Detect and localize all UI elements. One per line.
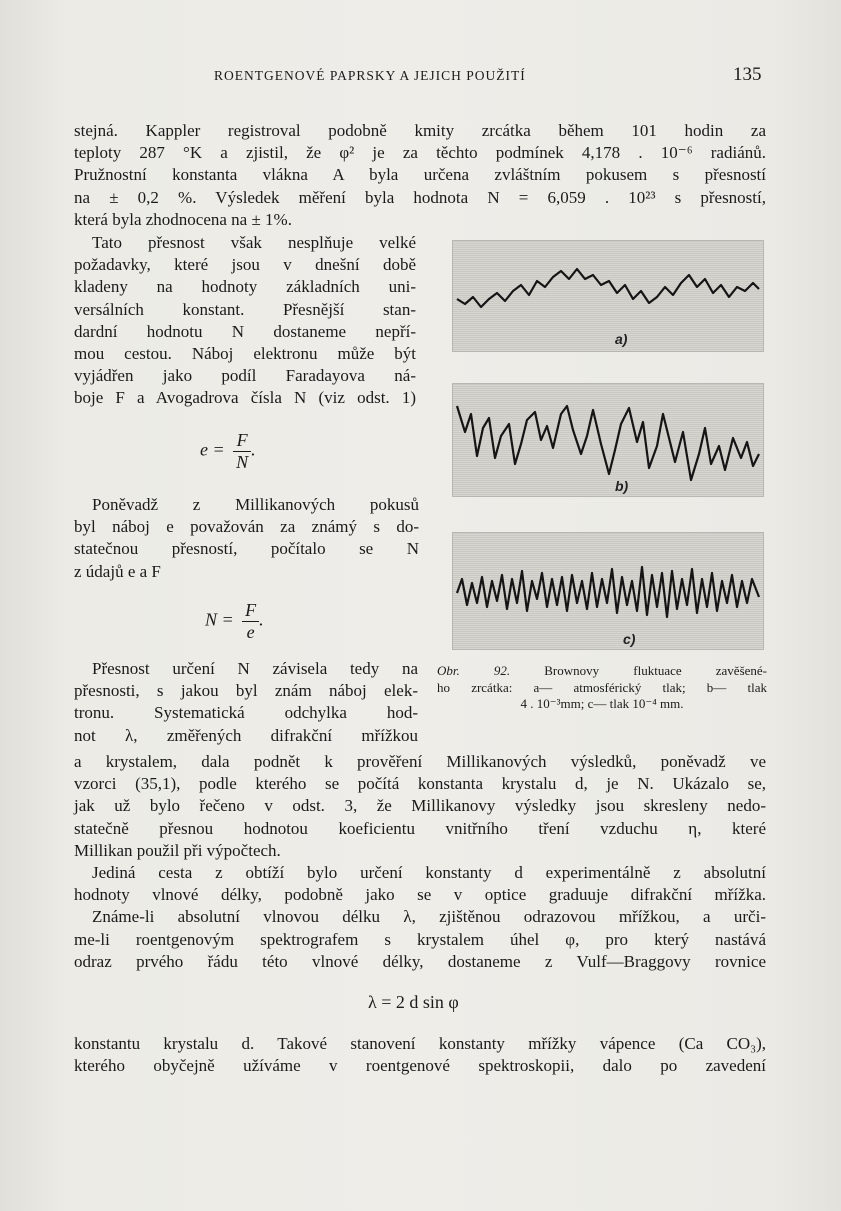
text-line: hodnoty vlnové délky, podobně jako se v optice graduuje difrakční mřížka. — [74, 885, 766, 905]
brownian-trace-c — [457, 567, 759, 617]
trace-c-svg — [453, 533, 763, 649]
paragraph-left-2 — [74, 494, 419, 583]
paragraph-last — [74, 1033, 766, 1077]
text-line: stejná. Kappler registroval podobně kmity zrcátka během 101 hodin za — [74, 121, 766, 140]
figure-label-b: b) — [615, 478, 629, 494]
caption-line-2: ho zrcátka: a— atmosférický tlak; b— tlak — [437, 679, 767, 695]
figure-caption — [437, 663, 767, 713]
text-line: konstantu krystalu d. Takové stanovení konstanty mřížky vápence (Ca CO₃), — [74, 1034, 766, 1053]
caption-line-1 — [437, 663, 767, 680]
figure-label-a: a) — [615, 331, 628, 347]
formula-n-equals-f-over-e — [205, 600, 264, 643]
text-line: Millikan použil při výpočtech. — [74, 840, 281, 860]
text-line: boje F a Avogadrova čísla N (viz odst. 1) — [74, 388, 416, 408]
paragraph-left-3 — [74, 658, 418, 747]
formula-e-equals-f-over-n — [200, 430, 256, 473]
formula-lhs: e = — [200, 439, 225, 460]
figure-panel-a — [452, 240, 764, 352]
text-line: Pružnostní konstanta vlákna A byla určena zvláštním pokusem s přesností — [74, 165, 766, 185]
text-line: statečnou přesností, počítalo se N — [74, 539, 419, 559]
text-line: Jediná cesta z obtíží bylo určení konstanty d experimentálně z absolutní — [92, 862, 766, 882]
fraction-numerator: F — [242, 600, 259, 622]
formula-lhs: N = — [205, 609, 234, 630]
figure-panel-b — [452, 383, 764, 497]
paragraph-bottom — [74, 751, 766, 973]
brownian-trace-b — [457, 406, 759, 480]
text-line: Poněvadž z Millikanových pokusů — [92, 495, 419, 514]
formula-tail: . — [251, 439, 256, 460]
figure-label-c: c) — [623, 631, 636, 647]
fraction — [242, 600, 259, 643]
trace-b-svg — [453, 384, 763, 496]
text-line: kterého obyčejně užíváme v roentgenové spektroskopii, dalo po zavedení — [74, 1056, 766, 1076]
text-line: z údajů e a F — [74, 561, 161, 581]
text-line: požadavky, které jsou v dnešní době — [74, 255, 416, 275]
caption-figure-number: Obr. 92. — [437, 663, 511, 678]
text-line: teploty 287 °K a zjistil, že φ² je za těchto podmínek 4,178 . 10⁻⁶ radiánů. — [74, 143, 766, 163]
paragraph-top — [74, 120, 766, 231]
fraction-denominator: N — [236, 452, 249, 472]
caption-text-1: Brownovy fluktuace zavěšené- — [544, 663, 767, 678]
brownian-trace-a — [457, 269, 759, 307]
text-line: jak už bylo řečeno v odst. 3, že Millikanovy výsledky jsou skresleny nedo- — [74, 796, 766, 816]
trace-a-svg — [453, 241, 763, 351]
text-line: me-li roentgenovým spektrografem s krystalem úhel φ, pro který nastává — [74, 929, 766, 949]
text-line: vzorci (35,1), podle kterého se počítá konstanta krystalu d, je N. Ukázalo se, — [74, 774, 766, 794]
formula-tail: . — [259, 609, 264, 630]
fraction — [233, 430, 251, 473]
text-line: na ± 0,2 %. Výsledek měření byla hodnota N = 6,059 . 10²³ s přesností, — [74, 187, 766, 207]
text-line: odraz prvého řádu této vlnové délky, dostaneme z Vulf—Braggovy rovnice — [74, 951, 766, 971]
fraction-numerator: F — [233, 430, 251, 452]
figure-panel-c — [452, 532, 764, 650]
formula-bragg-equation: λ = 2 d sin φ — [368, 992, 459, 1012]
paragraph-left-1 — [74, 232, 416, 410]
text-line: versálních konstant. Přesnější stan- — [74, 299, 416, 319]
text-line: Přesnost určení N závisela tedy na — [92, 659, 418, 678]
running-header: ROENTGENOVÉ PAPRSKY A JEJICH POUŽITÍ — [214, 68, 526, 83]
page-number: 135 — [733, 64, 762, 85]
text-line: přesnosti, s jakou byl znám náboj elek- — [74, 681, 418, 701]
text-line: Tato přesnost však nesplňuje velké — [92, 233, 416, 252]
text-line: a krystalem, dala podnět k prověření Millikanových výsledků, poněvadž ve — [74, 752, 766, 771]
text-line: Známe-li absolutní vlnovou délku λ, zjištěnou odrazovou mřížkou, a urči- — [92, 907, 766, 927]
text-line: not λ, změřených difrakční mřížkou — [74, 725, 418, 745]
text-line: mou cestou. Náboj elektronu může být — [74, 343, 416, 363]
fraction-denominator: e — [246, 622, 255, 642]
text-line: tronu. Systematická odchylka hod- — [74, 703, 418, 723]
text-line: vyjádřen jako podíl Faradayova ná- — [74, 366, 416, 386]
text-line: kladeny na hodnoty základních uni- — [74, 277, 416, 297]
text-line: která byla zhodnocena na ± 1%. — [74, 209, 292, 229]
text-line: byl náboj e považován za známý s do- — [74, 517, 419, 537]
text-line: dardní hodnotu N dostaneme nepří- — [74, 321, 416, 341]
caption-line-3: 4 . 10⁻³mm; c— tlak 10⁻⁴ mm. — [520, 696, 684, 711]
text-line: statečně přesnou hodnotou koeficientu vnitřního tření vzduchu η, které — [74, 818, 766, 838]
